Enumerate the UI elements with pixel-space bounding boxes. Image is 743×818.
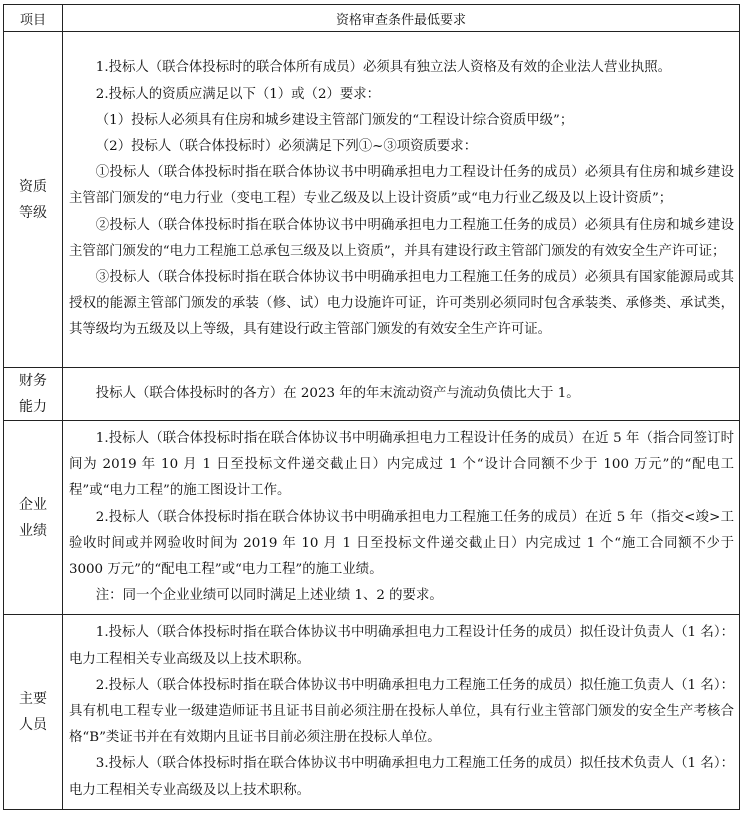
paragraph: ③投标人（联合体投标时指在联合体协议书中明确承担电力工程施工任务的成员）必须具有国家能源局或其授权的能源主管部门颁发的承装（修、试）电力设施许可证，许可类别必须同时包含承装类、承修类、承试类，其等级均为五级及以上等级，具有建设行政主管部门颁发的有效安全生产许可证。 <box>69 270 734 338</box>
label-financial: 财务 能力 <box>4 368 63 421</box>
content-qualification <box>63 32 740 368</box>
paragraph: 投标人（联合体投标时的各方）在 2023 年的年末流动资产与流动负债比大于 1。 <box>95 386 580 401</box>
row-personnel <box>4 615 740 809</box>
paragraph: （2）投标人（联合体投标时）必须满足下列①~③项资质要求： <box>95 138 478 154</box>
paragraph: 3.投标人（联合体投标时指在联合体协议书中明确承担电力工程施工任务的成员）拟任技术负责人（1 名）：电力工程相关专业高级及以上技术职称。 <box>69 756 734 798</box>
row-qualification <box>4 32 740 368</box>
paragraph: 1.投标人（联合体投标时的联合体所有成员）必须具有独立法人资格及有效的企业法人营业执照。 <box>95 60 671 76</box>
label-performance: 企业 业绩 <box>4 421 63 615</box>
requirements-table <box>3 4 740 810</box>
paragraph: 1.投标人（联合体投标时指在联合体协议书中明确承担电力工程设计任务的成员）在近 5 年（指合同签订时间为 2019 年 10 月 1 日至投标文件递交截止日）内完成过 1 个“设计合同额不少于 100 万元”的“配电工程”或“电力工程”的施工图设计工作。 <box>69 431 734 499</box>
paragraph: ①投标人（联合体投标时指在联合体协议书中明确承担电力工程设计任务的成员）必须具有住房和城乡建设主管部门颁发的“电力行业（变电工程）专业乙级及以上设计资质”或“电力行业乙级及以上设计资质”； <box>69 165 734 207</box>
row-financial <box>4 368 740 421</box>
header-item: 项目 <box>4 5 63 32</box>
paragraph: 注：同一个企业业绩可以同时满足上述业绩 1、2 的要求。 <box>95 588 443 604</box>
paragraph: 2.投标人（联合体投标时指在联合体协议书中明确承担电力工程施工任务的成员）在近 5 年（指交<竣>工验收时间或并网验收时间为 2019 年 10 月 1 日至投标文件递交截止日）内完成过 1 个“施工合同额不少于 3000 万元”的“配电工程”或“电力工程”的施工业绩。 <box>69 509 734 578</box>
paragraph: ②投标人（联合体投标时指在联合体协议书中明确承担电力工程施工任务的成员）必须具有住房和城乡建设主管部门颁发的“电力工程施工总承包三级及以上资质”，并具有建设行政主管部门颁发的有效安全生产许可证； <box>69 217 734 259</box>
row-performance <box>4 421 740 615</box>
content-performance <box>63 421 740 615</box>
paragraph: （1）投标人必须具有住房和城乡建设主管部门颁发的“工程设计综合资质甲级”； <box>95 112 574 128</box>
header-requirement: 资格审查条件最低要求 <box>63 5 740 32</box>
paragraph: 2.投标人的资质应满足以下（1）或（2）要求： <box>95 86 381 102</box>
paragraph: 1.投标人（联合体投标时指在联合体协议书中明确承担电力工程设计任务的成员）拟任设计负责人（1 名）：电力工程相关专业高级及以上技术职称。 <box>69 625 734 667</box>
header-row <box>4 5 740 32</box>
label-qualification: 资质 等级 <box>4 32 63 368</box>
paragraph: 2.投标人（联合体投标时指在联合体协议书中明确承担电力工程施工任务的成员）拟任施工负责人（1 名）：具有机电工程专业一级建造师证书且证书目前必须注册在投标人单位，具有行业主管部门颁发的安全生产考核合格“B”类证书并在有效期内且证书目前必须注册在投标人单位。 <box>69 677 734 746</box>
label-personnel: 主要 人员 <box>4 615 63 809</box>
content-personnel <box>63 615 740 809</box>
content-financial <box>63 368 740 421</box>
